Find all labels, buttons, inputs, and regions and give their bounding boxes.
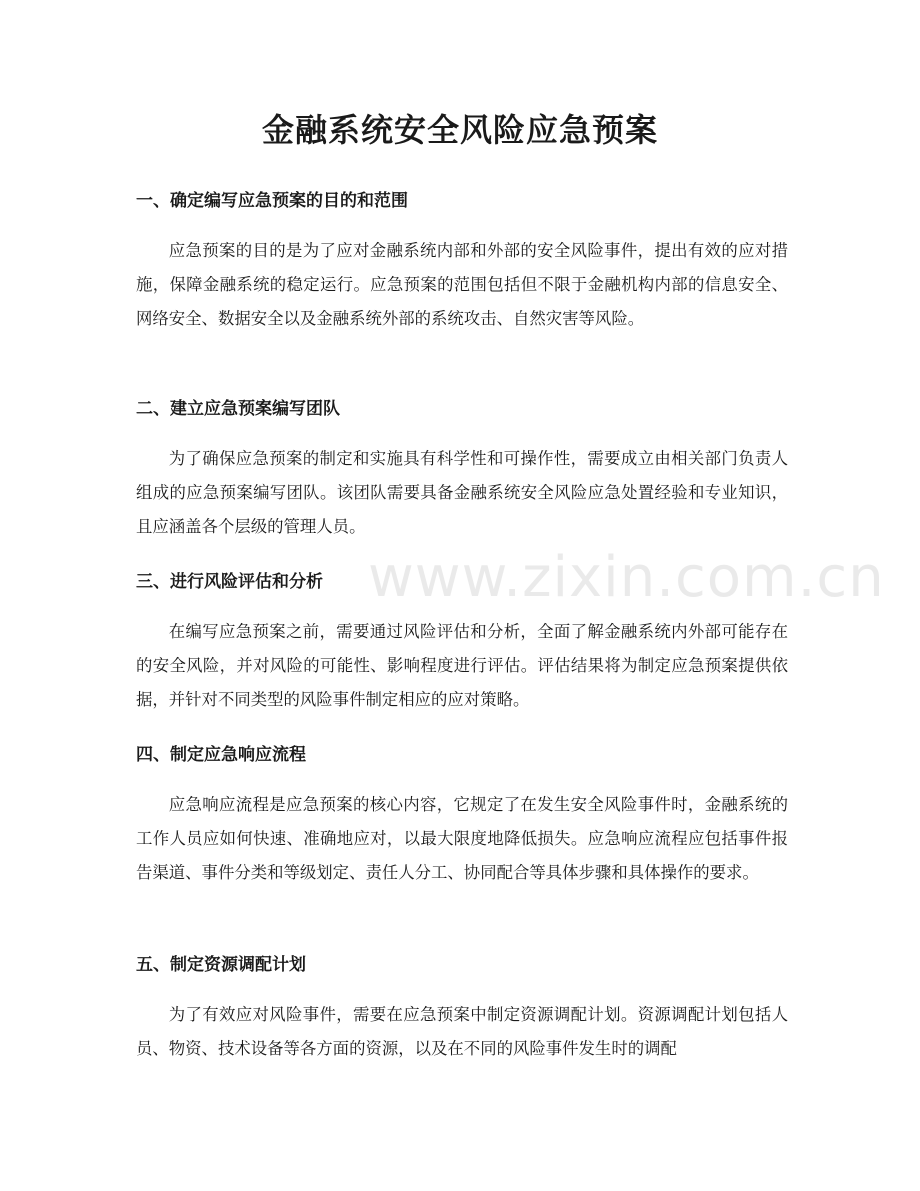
section-4 bbox=[136, 740, 788, 890]
section-heading: 三、进行风险评估和分析 bbox=[136, 572, 323, 592]
section-heading: 四、制定应急响应流程 bbox=[136, 745, 306, 765]
section-paragraph: 为了有效应对风险事件，需要在应急预案中制定资源调配计划。资源调配计划包括人员、物资、技术设备等各方面的资源，以及在不同的风险事件发生时的调配 bbox=[136, 1005, 788, 1058]
section-paragraph: 应急预案的目的是为了应对金融系统内部和外部的安全风险事件，提出有效的应对措施，保障金融系统的稳定运行。应急预案的范围包括但不限于金融机构内部的信息安全、网络安全、数据安全以及金融系统外部的系统攻击、自然灾害等风险。 bbox=[136, 241, 788, 328]
section-paragraph: 应急响应流程是应急预案的核心内容，它规定了在发生安全风险事件时，金融系统的工作人员应如何快速、准确地应对，以最大限度地降低损失。应急响应流程应包括事件报告渠道、事件分类和等级划定、责任人分工、协同配合等具体步骤和具体操作的要求。 bbox=[136, 795, 788, 882]
document-title: 金融系统安全风险应急预案 bbox=[261, 111, 658, 149]
watermark: www.zixin.com.cn bbox=[368, 545, 885, 610]
section-2 bbox=[136, 394, 788, 544]
section-5 bbox=[136, 950, 788, 1066]
section-heading: 五、制定资源调配计划 bbox=[136, 955, 306, 975]
section-paragraph: 在编写应急预案之前，需要通过风险评估和分析，全面了解金融系统内外部可能存在的安全风险，并对风险的可能性、影响程度进行评估。评估结果将为制定应急预案提供依据，并针对不同类型的风险事件制定相应的应对策略。 bbox=[136, 622, 788, 709]
section-heading: 一、确定编写应急预案的目的和范围 bbox=[136, 191, 408, 211]
section-heading: 二、建立应急预案编写团队 bbox=[136, 399, 340, 419]
section-1 bbox=[136, 186, 788, 336]
section-paragraph: 为了确保应急预案的制定和实施具有科学性和可操作性，需要成立由相关部门负责人组成的应急预案编写团队。该团队需要具备金融系统安全风险应急处置经验和专业知识，且应涵盖各个层级的管理人员。 bbox=[136, 449, 788, 536]
